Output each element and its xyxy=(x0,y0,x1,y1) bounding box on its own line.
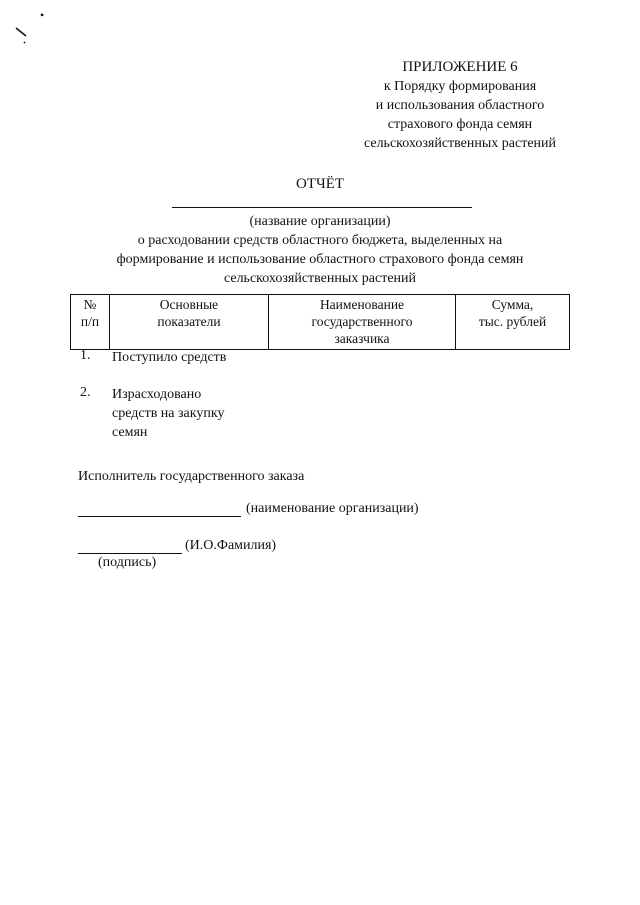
scan-mark-dot: • xyxy=(40,8,45,22)
appendix-line: сельскохозяйственных растений xyxy=(363,136,557,151)
appendix-header xyxy=(330,58,590,153)
header-text: заказчика xyxy=(334,331,390,346)
header-text: государственного xyxy=(311,314,413,329)
header-cell-number xyxy=(71,295,110,350)
report-subtitle xyxy=(60,212,580,288)
executor-label: Исполнитель государственного заказа xyxy=(78,469,305,484)
subtitle-line: сельскохозяйственных растений xyxy=(223,271,417,286)
header-text: показатели xyxy=(157,314,221,329)
scan-mark-tick xyxy=(14,26,30,48)
header-cell-indicators xyxy=(110,295,269,350)
signature-caption: (подпись) xyxy=(98,555,157,570)
row-text: семян xyxy=(112,425,148,440)
organization-name-caption: (наименование организации) xyxy=(246,501,419,516)
subtitle-line: формирование и использование областного страхового фонда семян xyxy=(116,252,524,267)
row-indicator xyxy=(112,385,224,442)
header-text: Основные xyxy=(159,297,219,312)
organization-name-line xyxy=(172,207,472,208)
full-name-caption: (И.О.Фамилия) xyxy=(185,538,277,553)
appendix-line: к Порядку формирования xyxy=(383,79,537,94)
row-number: 2. xyxy=(80,385,91,400)
row-text: средств на закупку xyxy=(112,406,225,421)
header-text: № xyxy=(83,297,97,312)
report-table xyxy=(70,294,570,350)
appendix-line: и использования областного xyxy=(375,98,545,113)
header-cell-amount xyxy=(456,295,570,350)
appendix-title: ПРИЛОЖЕНИЕ 6 xyxy=(402,59,518,75)
table-header-row xyxy=(71,295,570,350)
header-text: Сумма, xyxy=(491,297,534,312)
header-text: п/п xyxy=(80,314,100,329)
header-cell-customer xyxy=(269,295,456,350)
header-text: Наименование xyxy=(319,297,405,312)
organization-caption: (название организации) xyxy=(249,214,391,229)
row-number: 1. xyxy=(80,348,91,363)
signature-field xyxy=(78,537,182,554)
row-indicator xyxy=(112,348,226,367)
header-text: тыс. рублей xyxy=(478,314,547,329)
organization-name-field xyxy=(78,500,241,517)
row-text: Израсходовано xyxy=(112,387,202,402)
report-title: ОТЧЁТ xyxy=(295,176,345,192)
row-text: Поступило средств xyxy=(112,350,227,365)
appendix-line: страхового фонда семян xyxy=(387,117,533,132)
subtitle-line: о расходовании средств областного бюджета, выделенных на xyxy=(137,233,503,248)
